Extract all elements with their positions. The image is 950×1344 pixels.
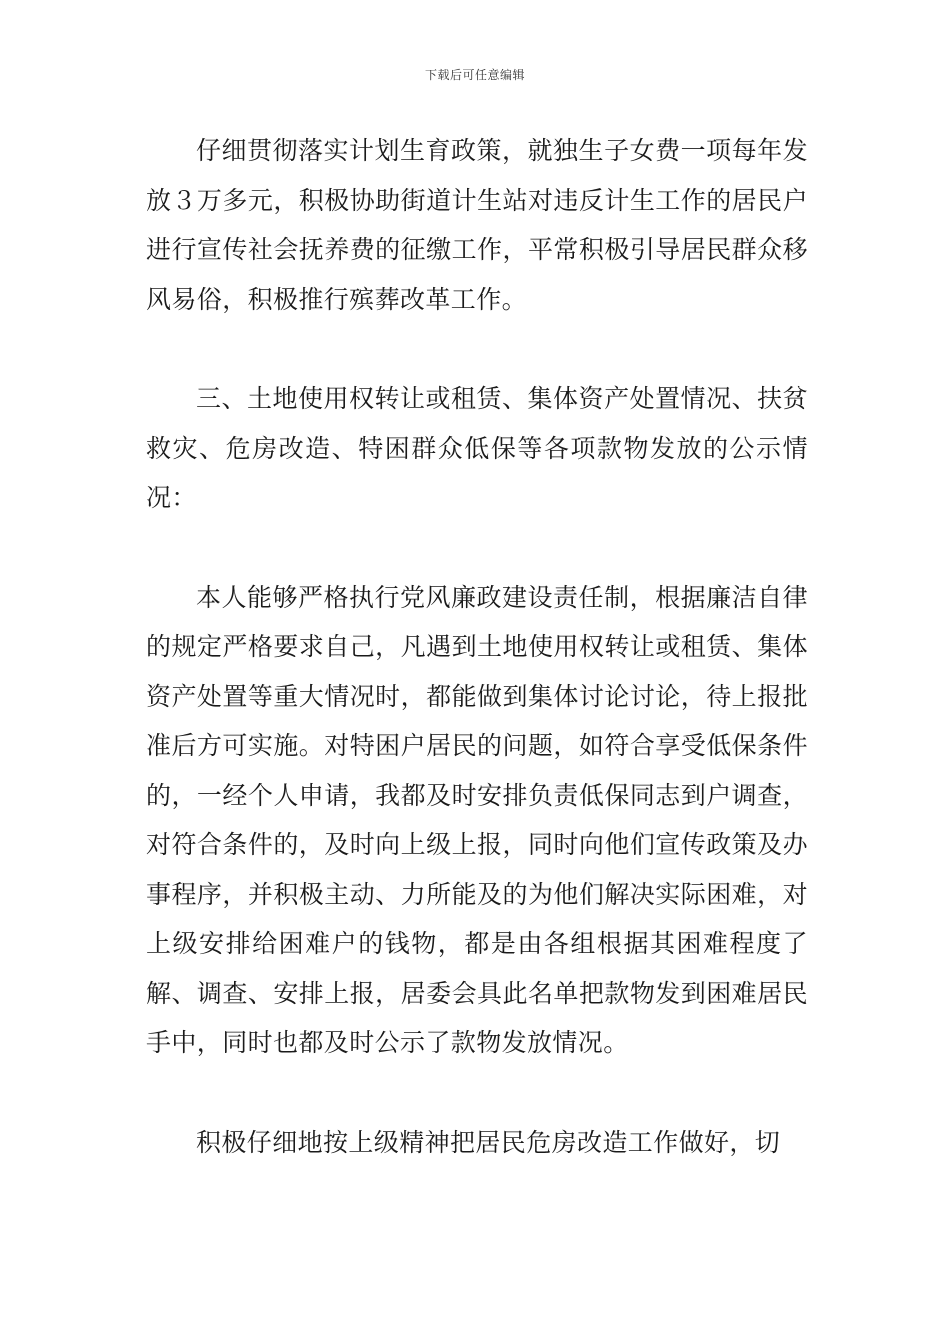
paragraph-integrity: 本人能够严格执行党风廉政建设责任制，根据廉洁自律的规定严格要求自己，凡遇到土地使用权转让或租赁、集体资产处置等重大情况时，都能做到集体讨论讨论，待上报批准后方可实施。对特困户居民的问题，如符合享受低保条件的，一经个人申请，我都及时安排负责低保同志到户调查，对符合条件的，及时向上级上报，同时向他们宣传政策及办事程序，并积极主动、力所能及的为他们解决实际困难，对上级安排给困难户的钱物，都是由各组根据其困难程度了解、调查、安排上报，居委会具此名单把款物发到困难居民手中，同时也都及时公示了款物发放情况。 [146, 582, 808, 1057]
paragraph-family-planning: 仔细贯彻落实计划生育政策，就独生子女费一项每年发放３万多元，积极协助街道计生站对违反计生工作的居民户进行宣传社会抚养费的征缴工作，平常积极引导居民群众移风易俗，积极推行殡葬改革工作。 [146, 136, 808, 314]
section-heading-three: 三、土地使用权转让或租赁、集体资产处置情况、扶贫救灾、危房改造、特困群众低保等各项款物发放的公示情况： [146, 384, 808, 512]
paragraph-gap [146, 523, 808, 573]
paragraph-gap [146, 324, 808, 374]
paragraph-gap [146, 1068, 808, 1118]
header-note: 下载后可任意编辑 [424, 68, 525, 82]
document-body [146, 126, 808, 1167]
paragraph-housing-renovation: 积极仔细地按上级精神把居民危房改造工作做好，切 [196, 1127, 781, 1157]
